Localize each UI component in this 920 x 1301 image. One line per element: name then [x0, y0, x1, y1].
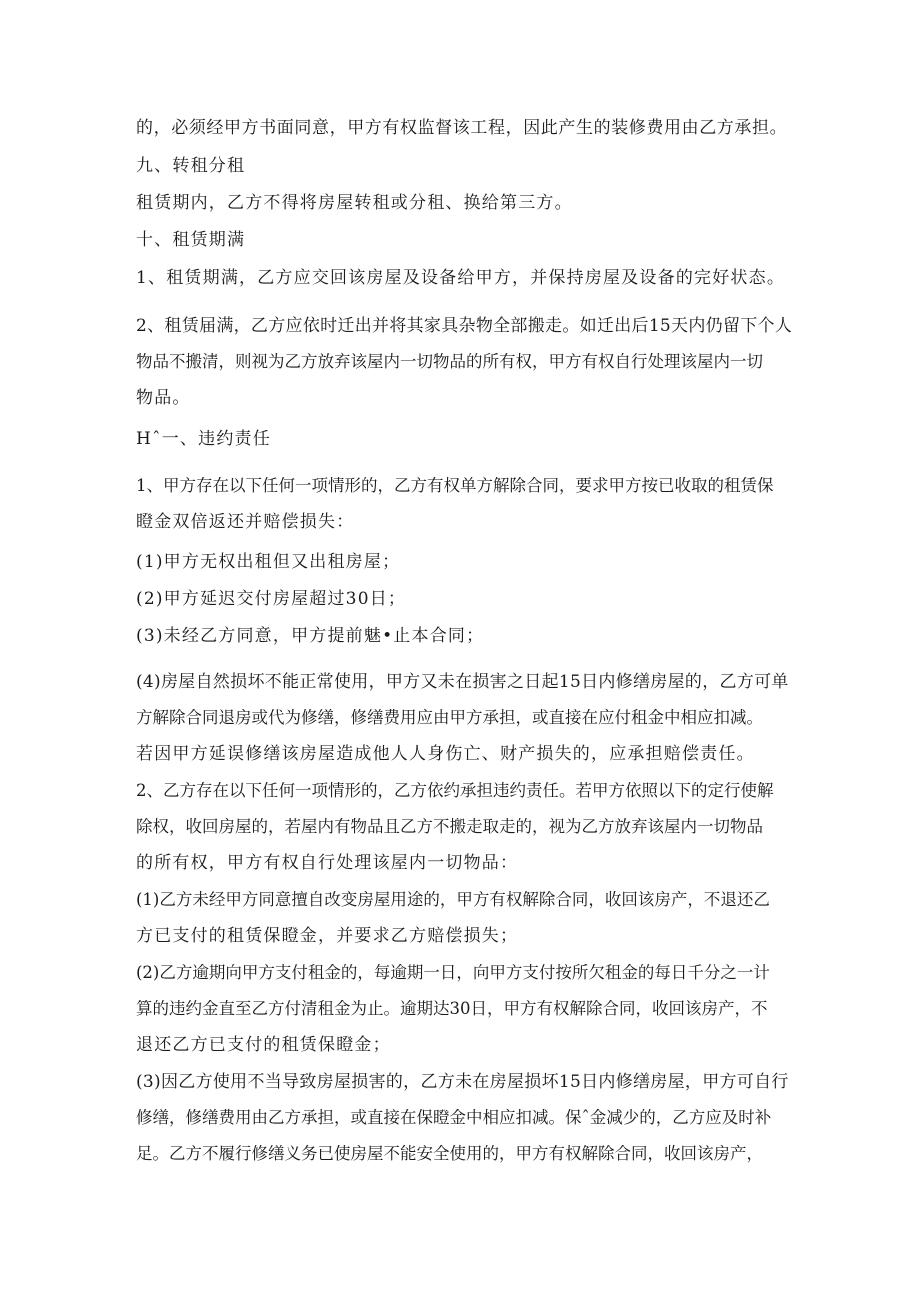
text-line: 1、租赁期满，乙方应交回该房屋及设备给甲方，并保持房屋及设备的完好状态。: [136, 268, 786, 288]
text-line: 2、乙方存在以下任何一项情形的，乙方依约承担违约责任。若甲方依照以下的定行使解: [136, 781, 774, 800]
section-heading: Hˆ一、违约责任: [136, 429, 271, 449]
text-line: (1)甲方无权出租但又出租房屋；: [136, 552, 401, 572]
section-heading: 十、租赁期满: [136, 230, 246, 250]
text-line: 算的违约金直至乙方付清租金为止。逾期达30日，甲方有权解除合同，收回该房产，不: [136, 999, 768, 1018]
text-line: 的，必须经甲方书面同意，甲方有权监督该工程，因此产生的装修费用由乙方承担。: [136, 118, 788, 138]
text-line: 方解除合同退房或代为修缮，修缮费用应由甲方承担，或直接在应付租金中相应扣减。: [136, 708, 763, 727]
text-line: 的所有权，甲方有权自行处理该屋内一切物品：: [136, 853, 519, 873]
text-line: 方已支付的租赁保瞪金，并要求乙方赔偿损失；: [136, 926, 519, 946]
text-line: 除权，收回房屋的，若屋内有物品且乙方不搬走取走的，视为乙方放弃该屋内一切物品: [136, 817, 763, 836]
text-line: 物品。: [136, 388, 191, 408]
text-line: 若因甲方延误修缮该房屋造成他人人身伤亡、财产损失的，应承担赔偿责任。: [136, 744, 755, 764]
section-heading: 九、转租分租: [136, 156, 246, 176]
text-line: 租赁期内，乙方不得将房屋转租或分租、换给第三方。: [136, 193, 573, 213]
text-line: 退还乙方已支付的租赁保瞪金；: [136, 1035, 391, 1055]
text-line: (2)乙方逾期向甲方支付租金的，每逾期一日，向甲方支付按所欠租金的每日千分之一计: [136, 963, 770, 982]
text-line: (3)未经乙方同意，甲方提前魅•止本合同；: [136, 626, 485, 646]
text-line: (1)乙方未经甲方同意擅自改变房屋用途的，甲方有权解除合同，收回该房产，不退还乙: [136, 890, 770, 909]
text-line: (2)甲方延迟交付房屋超过30日；: [136, 589, 407, 609]
text-line: 2、租赁届满，乙方应依时迁出并将其家具杂物全部搬走。如迁出后15天内仍留下个人: [136, 316, 793, 336]
text-line: (3)因乙方使用不当导致房屋损害的，乙方未在房屋损坏15日内修缮房屋，甲方可自行: [136, 1072, 789, 1092]
text-line: 足。乙方不履行修缮义务已使房屋不能安全使用的，甲方有权解除合同，收回该房产，: [136, 1144, 763, 1163]
text-line: 物品不搬清，则视为乙方放弃该屋内一切物品的所有权，甲方有权自行处理该屋内一切: [136, 352, 763, 371]
text-line: 修缮，修缮费用由乙方承担，或直接在保瞪金中相应扣减。保ˆ金减少的，乙方应及时补: [136, 1108, 772, 1127]
text-line: 1、甲方存在以下任何一项情形的，乙方有权单方解除合同，要求甲方按已收取的租赁保: [136, 476, 774, 495]
text-line: 瞪金双倍返还并赔偿损失：: [136, 512, 355, 532]
text-line: (4)房屋自然损坏不能正常使用，甲方又未在损害之日起15日内修缮房屋的，乙方可单: [136, 672, 789, 692]
